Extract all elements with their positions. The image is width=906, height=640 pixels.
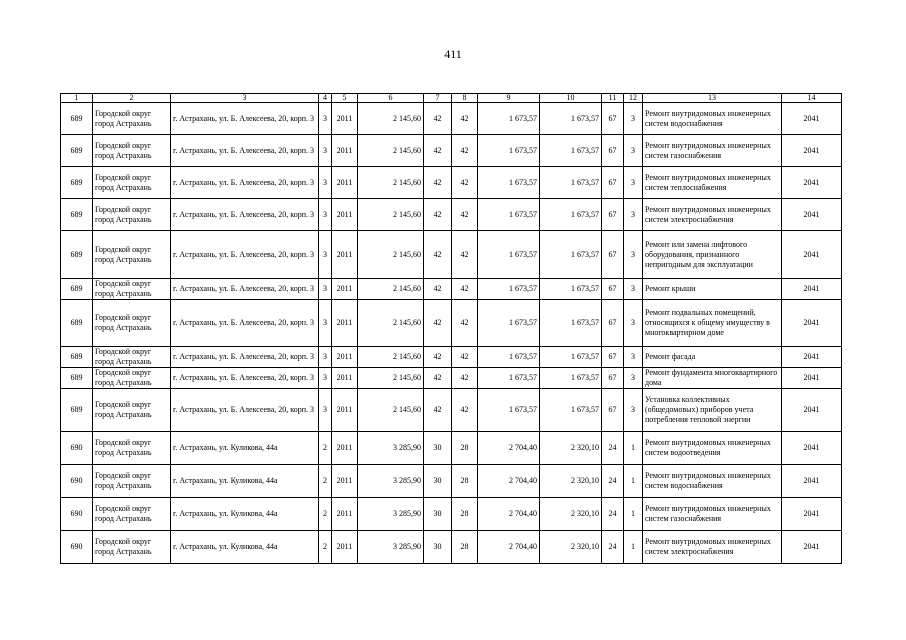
cell-work-type: Ремонт крыши: [643, 279, 782, 300]
cell-year: 2011: [332, 279, 358, 300]
table-row: [61, 300, 842, 347]
cell-col12: 3: [624, 279, 643, 300]
cell-col9: 1 673,57: [478, 368, 540, 389]
cell-row-id: 689: [61, 231, 93, 279]
cell-col8: 42: [452, 389, 478, 432]
cell-total-area: 2 145,60: [358, 135, 424, 167]
cell-year: 2011: [332, 432, 358, 465]
cell-row-id: 689: [61, 389, 93, 432]
cell-col9: 1 673,57: [478, 167, 540, 199]
cell-col11: 24: [602, 465, 624, 498]
cell-address: г. Астрахань, ул. Куликова, 44а: [171, 531, 319, 564]
cell-col4: 3: [319, 279, 332, 300]
column-header: 1: [61, 94, 93, 103]
cell-col7: 42: [424, 389, 452, 432]
cell-planned-year: 2041: [782, 498, 842, 531]
cell-address: г. Астрахань, ул. Б. Алексеева, 20, корп. 3: [171, 389, 319, 432]
column-header: 6: [358, 94, 424, 103]
cell-planned-year: 2041: [782, 167, 842, 199]
cell-col8: 42: [452, 231, 478, 279]
cell-work-type: Ремонт подвальных помещений, относящихся к общему имуществу в многоквартирном доме: [643, 300, 782, 347]
cell-col11: 67: [602, 103, 624, 135]
cell-col11: 67: [602, 135, 624, 167]
cell-owner: Городской округ город Астрахань: [93, 498, 171, 531]
cell-col12: 1: [624, 465, 643, 498]
cell-col12: 3: [624, 368, 643, 389]
cell-row-id: 689: [61, 103, 93, 135]
cell-owner: Городской округ город Астрахань: [93, 167, 171, 199]
cell-col10: 1 673,57: [540, 135, 602, 167]
cell-col4: 2: [319, 531, 332, 564]
cell-row-id: 689: [61, 300, 93, 347]
cell-owner: Городской округ город Астрахань: [93, 300, 171, 347]
cell-total-area: 3 285,90: [358, 432, 424, 465]
cell-col7: 42: [424, 199, 452, 231]
cell-col7: 30: [424, 531, 452, 564]
header-row: [61, 94, 842, 103]
cell-col12: 3: [624, 300, 643, 347]
cell-col9: 1 673,57: [478, 279, 540, 300]
cell-col10: 1 673,57: [540, 347, 602, 368]
cell-planned-year: 2041: [782, 531, 842, 564]
cell-work-type: Ремонт внутридомовых инженерных систем газоснабжения: [643, 498, 782, 531]
cell-address: г. Астрахань, ул. Куликова, 44а: [171, 465, 319, 498]
cell-col11: 24: [602, 531, 624, 564]
cell-planned-year: 2041: [782, 300, 842, 347]
repair-schedule-table: [60, 93, 842, 564]
column-header: 13: [643, 94, 782, 103]
cell-col8: 28: [452, 498, 478, 531]
cell-col10: 2 320,10: [540, 498, 602, 531]
table-row: [61, 347, 842, 368]
cell-work-type: Ремонт внутридомовых инженерных систем водоотведения: [643, 432, 782, 465]
cell-col11: 67: [602, 347, 624, 368]
cell-total-area: 2 145,60: [358, 300, 424, 347]
cell-col9: 1 673,57: [478, 300, 540, 347]
cell-owner: Городской округ город Астрахань: [93, 135, 171, 167]
cell-col4: 2: [319, 465, 332, 498]
cell-owner: Городской округ город Астрахань: [93, 389, 171, 432]
cell-address: г. Астрахань, ул. Б. Алексеева, 20, корп. 3: [171, 300, 319, 347]
cell-col9: 1 673,57: [478, 389, 540, 432]
cell-col7: 42: [424, 103, 452, 135]
cell-col11: 67: [602, 389, 624, 432]
cell-total-area: 2 145,60: [358, 279, 424, 300]
cell-col12: 3: [624, 389, 643, 432]
cell-col8: 28: [452, 465, 478, 498]
cell-col7: 42: [424, 135, 452, 167]
cell-col10: 1 673,57: [540, 389, 602, 432]
cell-col11: 24: [602, 498, 624, 531]
cell-work-type: Ремонт фасада: [643, 347, 782, 368]
cell-col12: 3: [624, 347, 643, 368]
table-row: [61, 231, 842, 279]
cell-year: 2011: [332, 199, 358, 231]
cell-year: 2011: [332, 231, 358, 279]
cell-total-area: 3 285,90: [358, 531, 424, 564]
cell-col10: 2 320,10: [540, 465, 602, 498]
cell-row-id: 689: [61, 279, 93, 300]
cell-col9: 1 673,57: [478, 103, 540, 135]
cell-col11: 67: [602, 300, 624, 347]
cell-year: 2011: [332, 135, 358, 167]
cell-year: 2011: [332, 368, 358, 389]
cell-col9: 2 704,40: [478, 498, 540, 531]
cell-col9: 2 704,40: [478, 465, 540, 498]
cell-work-type: Ремонт внутридомовых инженерных систем газоснабжения: [643, 135, 782, 167]
cell-col8: 28: [452, 531, 478, 564]
cell-work-type: Установка коллективных (общедомовых) приборов учета потребления тепловой энергии: [643, 389, 782, 432]
cell-planned-year: 2041: [782, 465, 842, 498]
cell-total-area: 2 145,60: [358, 103, 424, 135]
cell-col12: 1: [624, 531, 643, 564]
cell-owner: Городской округ город Астрахань: [93, 231, 171, 279]
cell-col4: 3: [319, 199, 332, 231]
cell-address: г. Астрахань, ул. Б. Алексеева, 20, корп. 3: [171, 231, 319, 279]
cell-address: г. Астрахань, ул. Б. Алексеева, 20, корп. 3: [171, 199, 319, 231]
cell-year: 2011: [332, 389, 358, 432]
cell-planned-year: 2041: [782, 231, 842, 279]
cell-col10: 1 673,57: [540, 231, 602, 279]
cell-work-type: Ремонт внутридомовых инженерных систем электроснабжения: [643, 199, 782, 231]
cell-address: г. Астрахань, ул. Б. Алексеева, 20, корп. 3: [171, 167, 319, 199]
cell-col8: 42: [452, 368, 478, 389]
cell-planned-year: 2041: [782, 103, 842, 135]
cell-row-id: 690: [61, 432, 93, 465]
column-header: 4: [319, 94, 332, 103]
column-header: 11: [602, 94, 624, 103]
cell-year: 2011: [332, 347, 358, 368]
cell-col7: 42: [424, 231, 452, 279]
cell-col8: 42: [452, 135, 478, 167]
cell-planned-year: 2041: [782, 199, 842, 231]
cell-total-area: 2 145,60: [358, 231, 424, 279]
cell-col4: 3: [319, 135, 332, 167]
cell-planned-year: 2041: [782, 279, 842, 300]
cell-col11: 67: [602, 279, 624, 300]
cell-col11: 67: [602, 199, 624, 231]
cell-work-type: Ремонт внутридомовых инженерных систем водоснабжения: [643, 103, 782, 135]
cell-col10: 1 673,57: [540, 300, 602, 347]
cell-col11: 67: [602, 167, 624, 199]
cell-col7: 42: [424, 368, 452, 389]
cell-total-area: 2 145,60: [358, 347, 424, 368]
column-header: 2: [93, 94, 171, 103]
cell-year: 2011: [332, 300, 358, 347]
cell-total-area: 2 145,60: [358, 167, 424, 199]
cell-owner: Городской округ город Астрахань: [93, 199, 171, 231]
table-row: [61, 531, 842, 564]
table-row: [61, 135, 842, 167]
cell-work-type: Ремонт или замена лифтового оборудования, признанного непригодным для эксплуатации: [643, 231, 782, 279]
cell-col12: 3: [624, 103, 643, 135]
cell-col12: 3: [624, 167, 643, 199]
cell-owner: Городской округ город Астрахань: [93, 279, 171, 300]
cell-year: 2011: [332, 531, 358, 564]
cell-col10: 2 320,10: [540, 531, 602, 564]
cell-col9: 2 704,40: [478, 432, 540, 465]
cell-col8: 42: [452, 300, 478, 347]
cell-col9: 2 704,40: [478, 531, 540, 564]
cell-col4: 3: [319, 389, 332, 432]
cell-year: 2011: [332, 167, 358, 199]
cell-col4: 3: [319, 300, 332, 347]
cell-col7: 42: [424, 347, 452, 368]
cell-row-id: 689: [61, 347, 93, 368]
cell-col8: 42: [452, 279, 478, 300]
cell-work-type: Ремонт внутридомовых инженерных систем теплоснабжения: [643, 167, 782, 199]
cell-row-id: 689: [61, 167, 93, 199]
cell-owner: Городской округ город Астрахань: [93, 347, 171, 368]
column-header: 3: [171, 94, 319, 103]
cell-address: г. Астрахань, ул. Б. Алексеева, 20, корп. 3: [171, 368, 319, 389]
cell-col4: 3: [319, 347, 332, 368]
cell-row-id: 690: [61, 498, 93, 531]
cell-col11: 24: [602, 432, 624, 465]
column-header: 5: [332, 94, 358, 103]
table-row: [61, 368, 842, 389]
table-row: [61, 199, 842, 231]
cell-total-area: 2 145,60: [358, 389, 424, 432]
cell-address: г. Астрахань, ул. Б. Алексеева, 20, корп. 3: [171, 347, 319, 368]
cell-row-id: 689: [61, 368, 93, 389]
table-row: [61, 167, 842, 199]
cell-col10: 1 673,57: [540, 167, 602, 199]
column-header: 12: [624, 94, 643, 103]
column-header: 8: [452, 94, 478, 103]
cell-row-id: 690: [61, 465, 93, 498]
cell-row-id: 690: [61, 531, 93, 564]
cell-col4: 2: [319, 432, 332, 465]
cell-col7: 42: [424, 300, 452, 347]
cell-col10: 1 673,57: [540, 279, 602, 300]
cell-address: г. Астрахань, ул. Б. Алексеева, 20, корп. 3: [171, 103, 319, 135]
cell-col7: 30: [424, 498, 452, 531]
cell-col7: 30: [424, 465, 452, 498]
column-header: 10: [540, 94, 602, 103]
cell-col8: 42: [452, 347, 478, 368]
cell-col8: 42: [452, 199, 478, 231]
cell-address: г. Астрахань, ул. Б. Алексеева, 20, корп. 3: [171, 135, 319, 167]
cell-owner: Городской округ город Астрахань: [93, 368, 171, 389]
page-number: 411: [444, 47, 462, 61]
cell-col12: 3: [624, 231, 643, 279]
cell-owner: Городской округ город Астрахань: [93, 531, 171, 564]
cell-col8: 42: [452, 103, 478, 135]
cell-col7: 42: [424, 167, 452, 199]
cell-col10: 2 320,10: [540, 432, 602, 465]
cell-col9: 1 673,57: [478, 199, 540, 231]
cell-planned-year: 2041: [782, 347, 842, 368]
cell-col12: 3: [624, 199, 643, 231]
cell-col12: 1: [624, 432, 643, 465]
cell-col11: 67: [602, 368, 624, 389]
cell-col10: 1 673,57: [540, 368, 602, 389]
table-row: [61, 498, 842, 531]
cell-col4: 3: [319, 368, 332, 389]
cell-col4: 3: [319, 167, 332, 199]
cell-col7: 42: [424, 279, 452, 300]
cell-address: г. Астрахань, ул. Куликова, 44а: [171, 432, 319, 465]
cell-col10: 1 673,57: [540, 103, 602, 135]
column-header: 9: [478, 94, 540, 103]
cell-row-id: 689: [61, 135, 93, 167]
cell-col9: 1 673,57: [478, 135, 540, 167]
cell-col10: 1 673,57: [540, 199, 602, 231]
cell-year: 2011: [332, 103, 358, 135]
cell-col12: 3: [624, 135, 643, 167]
cell-work-type: Ремонт внутридомовых инженерных систем водоснабжения: [643, 465, 782, 498]
column-header: 7: [424, 94, 452, 103]
cell-total-area: 3 285,90: [358, 465, 424, 498]
cell-col8: 42: [452, 167, 478, 199]
column-header: 14: [782, 94, 842, 103]
table-row: [61, 103, 842, 135]
cell-address: г. Астрахань, ул. Б. Алексеева, 20, корп. 3: [171, 279, 319, 300]
table-row: [61, 465, 842, 498]
table-row: [61, 432, 842, 465]
table-row: [61, 389, 842, 432]
cell-col4: 3: [319, 103, 332, 135]
cell-owner: Городской округ город Астрахань: [93, 103, 171, 135]
cell-year: 2011: [332, 465, 358, 498]
cell-planned-year: 2041: [782, 389, 842, 432]
cell-total-area: 3 285,90: [358, 498, 424, 531]
cell-owner: Городской округ город Астрахань: [93, 465, 171, 498]
cell-total-area: 2 145,60: [358, 199, 424, 231]
cell-col4: 2: [319, 498, 332, 531]
cell-col12: 1: [624, 498, 643, 531]
cell-work-type: Ремонт фундамента многоквартирного дома: [643, 368, 782, 389]
table-row: [61, 279, 842, 300]
cell-planned-year: 2041: [782, 368, 842, 389]
cell-col11: 67: [602, 231, 624, 279]
cell-col9: 1 673,57: [478, 231, 540, 279]
cell-planned-year: 2041: [782, 135, 842, 167]
cell-work-type: Ремонт внутридомовых инженерных систем электроснабжения: [643, 531, 782, 564]
cell-address: г. Астрахань, ул. Куликова, 44а: [171, 498, 319, 531]
cell-total-area: 2 145,60: [358, 368, 424, 389]
cell-col4: 3: [319, 231, 332, 279]
cell-col9: 1 673,57: [478, 347, 540, 368]
cell-row-id: 689: [61, 199, 93, 231]
cell-year: 2011: [332, 498, 358, 531]
cell-owner: Городской округ город Астрахань: [93, 432, 171, 465]
cell-col7: 30: [424, 432, 452, 465]
cell-col8: 28: [452, 432, 478, 465]
cell-planned-year: 2041: [782, 432, 842, 465]
